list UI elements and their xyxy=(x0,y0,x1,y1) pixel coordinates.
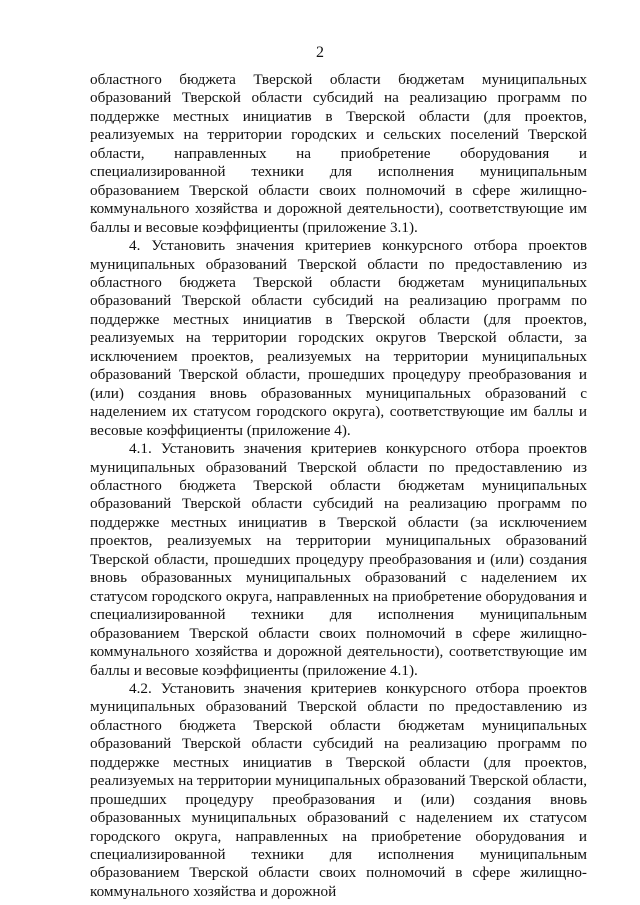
paragraph-item-4-1: 4.1. Установить значения критериев конкурсного отбора проектов муниципальных образований Тверской области по предоставлению из областного бюджета Тверской области бюджетам муниципальных образований Тверской области субсидий на реализацию программ по поддержке местных инициатив в Тверской области (за исключением проектов, реализуемых на территории муниципальных образований Тверской области, прошедших процедуру преобразования и (или) создания вновь образованных муниципальных образований с наделением их статусом городского округа, направленных на приобретение оборудования и специализированной техники для исполнения муниципальным образованием Тверской области своих полномочий в сфере жилищно-коммунального хозяйства и дорожной деятельности), соответствующие им баллы и весовые коэффициенты (приложение 4.1). xyxy=(90,440,587,679)
page-number: 2 xyxy=(316,44,324,61)
document-body xyxy=(90,71,587,901)
paragraph-item-4: 4. Установить значения критериев конкурсного отбора проектов муниципальных образований Тверской области по предоставлению из областного бюджета Тверской области бюджетам муниципальных образований Тверской области субсидий на реализацию программ по поддержке местных инициатив в Тверской области (для проектов, реализуемых на территории городских округов Тверской области, за исключением проектов, реализуемых на территории муниципальных образований Тверской области, прошедших процедуру преобразования и (или) создания вновь образованных муниципальных образований с наделением их статусом городского округа), соответствующие им баллы и весовые коэффициенты (приложение 4). xyxy=(90,237,587,439)
paragraph-appendix-3-1-tail: областного бюджета Тверской области бюджетам муниципальных образований Тверской области субсидий на реализацию программ по поддержке местных инициатив в Тверской области (для проектов, реализуемых на территории городских и сельских поселений Тверской области, направленных на приобретение оборудования и специализированной техники для исполнения муниципальным образованием Тверской области своих полномочий в сфере жилищно-коммунального хозяйства и дорожной деятельности), соответствующие им баллы и весовые коэффициенты (приложение 3.1). xyxy=(90,71,587,236)
paragraph-item-4-2: 4.2. Установить значения критериев конкурсного отбора проектов муниципальных образований Тверской области по предоставлению из областного бюджета Тверской области бюджетам муниципальных образований Тверской области субсидий на реализацию программ по поддержке местных инициатив в Тверской области (для проектов, реализуемых на территории муниципальных образований Тверской области, прошедших процедуру преобразования и (или) создания вновь образованных муниципальных образований с наделением их статусом городского округа, направленных на приобретение оборудования и специализированной техники для исполнения муниципальным образованием Тверской области своих полномочий в сфере жилищно-коммунального хозяйства и дорожной xyxy=(90,679,587,900)
